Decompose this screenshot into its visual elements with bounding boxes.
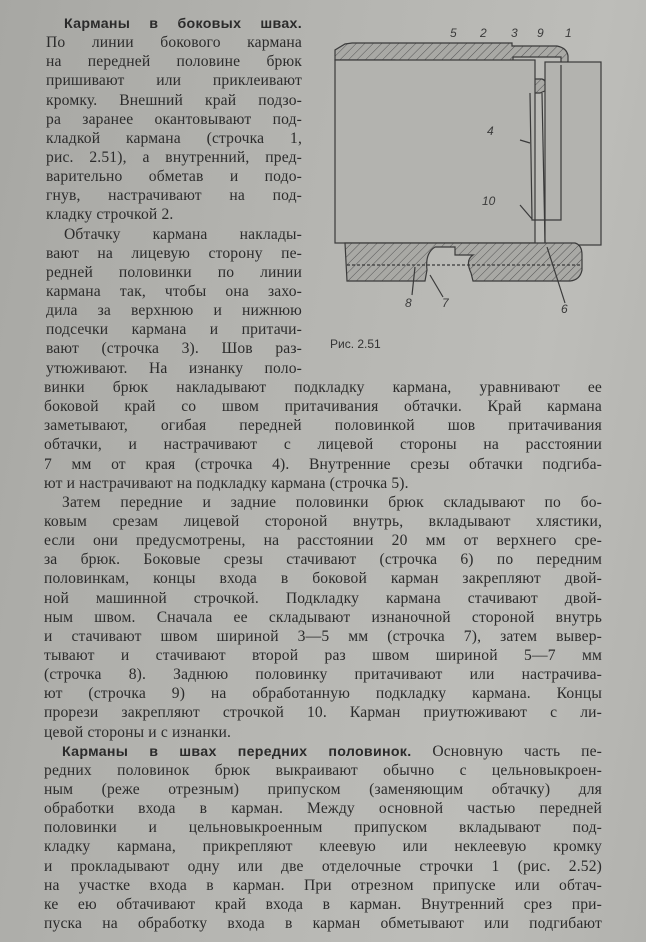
text-line (44, 723, 602, 742)
text-line (46, 225, 302, 244)
label-6: 6 (561, 302, 568, 316)
text-line (44, 455, 602, 474)
line-text: Затем передние и задние половинки брюк складывают по бо- (62, 493, 602, 511)
text-line (44, 397, 602, 416)
label-2: 2 (480, 26, 487, 40)
text-line (44, 435, 602, 454)
line-text: (строчка 8). Заднюю половинку притачивают или настрачива- (44, 666, 602, 684)
line-text: пришивают или приклеивают (46, 72, 302, 90)
text-line (46, 301, 302, 320)
text-line (44, 608, 602, 627)
line-text: редней половинки по линии (46, 263, 302, 281)
line-text: пуска на обработку входа в карман обметывают или подгибают (44, 914, 602, 932)
section-heading: Карманы в швах передних половинок. (62, 743, 412, 760)
text-line (44, 684, 602, 703)
text-line (46, 339, 302, 358)
text-line (44, 474, 602, 493)
text-line (46, 167, 302, 186)
line-text: боковой край со швом притачивания обтачки. Край кармана (44, 398, 602, 416)
section-heading: Карманы в боковых швах. (64, 16, 302, 32)
line-text: половинкам, концы входа в боковой карман закрепляют двой- (44, 570, 602, 588)
line-text: варительно обметав и подо- (46, 168, 302, 186)
bottom-hatched-seam (345, 243, 582, 281)
label-8: 8 (405, 296, 412, 310)
text-line (44, 569, 602, 588)
text-line (44, 876, 602, 895)
text-line (46, 186, 302, 205)
line-text: вают на лицевую сторону пе- (46, 244, 302, 262)
label-4: 4 (487, 124, 494, 138)
line-text: кладкой кармана (строчка 1, (46, 129, 302, 147)
line-text: ной машинной строчкой. Подкладку кармана стачивают двой- (44, 589, 602, 607)
text-line (44, 627, 602, 646)
line-text: на участке входа в карман. При отрезном припуске или обтач- (44, 876, 602, 894)
label-9: 9 (537, 26, 544, 40)
left-text-column (46, 14, 302, 378)
text-line (44, 665, 602, 684)
text-line (44, 857, 602, 876)
line-text: на передней половине брюк (46, 53, 302, 71)
label-5: 5 (450, 26, 457, 40)
text-line (44, 646, 602, 665)
line-text: цевой стороны и с изнанки. (44, 723, 232, 741)
label-1: 1 (565, 26, 572, 40)
text-line (46, 33, 302, 52)
line-text: половинки и цельновыкроенным припуском вкладывают под- (44, 819, 602, 837)
text-line (46, 320, 302, 339)
line-text: вают (строчка 3). Шов раз- (46, 340, 302, 358)
text-line (44, 837, 602, 856)
text-line (46, 129, 302, 148)
line-text: 7 мм от края (строчка 4). Внутренние срезы обтачки подгиба- (44, 455, 602, 473)
text-line (46, 263, 302, 282)
line-text: винки брюк накладывают подкладку кармана, уравнивают ее (44, 379, 602, 396)
label-10: 10 (482, 194, 496, 208)
label-7: 7 (442, 296, 449, 310)
line-text: ным швом. Сначала ее складывают изнаночной стороной внутрь (44, 608, 602, 626)
text-line (46, 71, 302, 90)
text-line (44, 780, 602, 799)
line-text: Основную часть пе- (411, 742, 602, 760)
text-line (44, 378, 602, 397)
line-text: тывают и стачивают второй раз швом шириной 5—7 мм (44, 646, 602, 664)
text-line (46, 244, 302, 263)
text-line (44, 416, 602, 435)
text-line (46, 359, 302, 378)
text-line (44, 703, 602, 722)
text-line (44, 895, 602, 914)
figure-2-51-pocket-diagram (325, 15, 615, 355)
text-line (46, 52, 302, 71)
line-text: утюживают. На изнанку поло- (46, 359, 302, 377)
text-line (44, 914, 602, 933)
back-half-panel (545, 62, 601, 245)
text-line (46, 148, 302, 167)
line-text: редних половинок брюк выкраивают обычно с цельновыкроен- (44, 761, 602, 779)
label-3: 3 (511, 26, 518, 40)
text-line (46, 110, 302, 129)
text-line (44, 512, 602, 531)
line-text: ра заранее окантовывают под- (46, 110, 302, 128)
text-line (44, 818, 602, 837)
text-line (44, 761, 602, 780)
line-text: прорези закрепляют строчкой 10. Карман приутюживают с ли- (44, 704, 602, 722)
line-text: По линии бокового кармана (46, 34, 302, 52)
line-text: ным (реже отрезным) припуском (заменяющим обтачку) для (44, 780, 602, 798)
front-half-panel (335, 60, 535, 243)
line-text: ют и настрачивают на подкладку кармана (строчка 5). (44, 474, 409, 492)
line-text: ке ею обтачивают край входа в карман. Внутренний срез при- (44, 895, 602, 913)
line-text: кромку. Внешний край подзо- (46, 91, 302, 109)
text-line (44, 550, 602, 569)
figure-caption: Рис. 2.51 (330, 337, 381, 351)
text-line (44, 799, 602, 818)
text-line (46, 91, 302, 110)
text-line (46, 282, 302, 301)
line-text: кармана так, чтобы она захо- (46, 282, 302, 300)
full-width-text (44, 378, 602, 933)
text-line (44, 493, 602, 512)
line-text: ковым срезам лицевой стороной внутрь, вкладывают хлястики, (44, 512, 602, 530)
text-line (46, 205, 302, 224)
line-text: рис. 2.51), а внутренний, пред- (46, 148, 302, 166)
text-line (44, 589, 602, 608)
line-text: ют (строчка 9) на обработанную подкладку кармана. Концы (44, 685, 602, 703)
line-text: дила за верхнюю и нижнюю (46, 302, 302, 320)
line-text: подсечки кармана и притачи- (46, 321, 302, 339)
line-text: кладку строчкой 2. (46, 206, 174, 224)
line-text: и прокладывают одну или две отделочные строчки 1 (рис. 2.52) (44, 857, 602, 875)
line-text: обтачки, и настрачивают с лицевой стороны на расстоянии (44, 436, 602, 454)
line-text: заметывают, огибая передней половинкой шов притачивания (44, 417, 602, 435)
text-line (44, 742, 602, 761)
line-text: кладку кармана, прикрепляют клеевую или неклеевую кромку (44, 838, 602, 856)
line-text: гнув, настрачивают на под- (46, 187, 302, 205)
line-text: обработки входа в карман. Между основной частью передней (44, 800, 602, 818)
line-text: и стачивают швом шириной 3—5 мм (строчка 7), затем вывер- (44, 627, 602, 645)
line-text: за брюк. Боковые срезы стачивают (строчка 6) по передним (44, 551, 602, 569)
line-text: Обтачку кармана наклады- (64, 225, 302, 243)
line-text: если они предусмотрены, на расстоянии 20 мм от верхнего сре- (44, 532, 602, 550)
text-line (46, 14, 302, 33)
text-line (44, 531, 602, 550)
